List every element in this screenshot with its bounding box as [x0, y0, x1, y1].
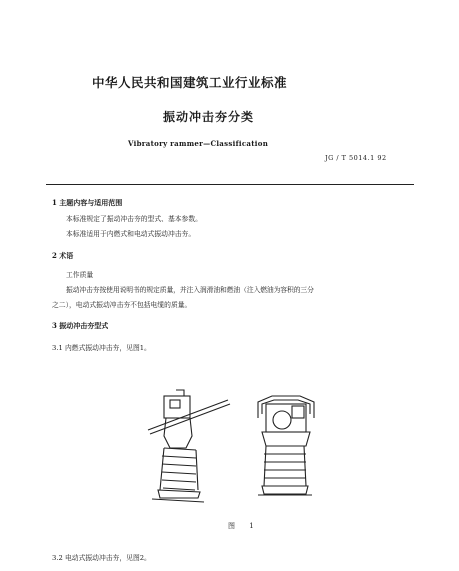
- term-name: 工作质量: [66, 271, 94, 279]
- section-1-paragraph-1: 本标准规定了振动冲击夯的型式、基本参数。: [66, 215, 202, 223]
- document-subtitle-english: Vibratory rammer—Classification: [128, 139, 269, 148]
- section-2-heading: 2 术语: [52, 251, 74, 260]
- section-1-heading: 1 主题内容与适用范围: [52, 198, 123, 207]
- rammer-side-view: [148, 390, 230, 502]
- standard-organization: 中华人民共和国建筑工业行业标准: [92, 75, 288, 90]
- clause-3-1: 3.1 内燃式振动冲击夯，见图1。: [52, 344, 151, 352]
- figure-1-caption: 图 1: [228, 522, 260, 530]
- clause-3-2: 3.2 电动式振动冲击夯，见图2。: [52, 554, 151, 562]
- term-definition-line-2: 之二），电动式振动冲击夯不包括电缆的质量。: [52, 301, 192, 309]
- section-3-heading: 3 振动冲击夯型式: [52, 321, 109, 330]
- standard-code: JG / T 5014.1 92: [325, 154, 387, 162]
- document-title: 振动冲击夯分类: [163, 110, 255, 124]
- rammer-front-view: [258, 396, 314, 495]
- section-1-paragraph-2: 本标准适用于内燃式和电动式振动冲击夯。: [66, 230, 196, 238]
- term-definition-line-1: 振动冲击夯按使用说明书的规定质量，并注入润滑油和燃油（注入燃油为容积的三分: [66, 286, 314, 294]
